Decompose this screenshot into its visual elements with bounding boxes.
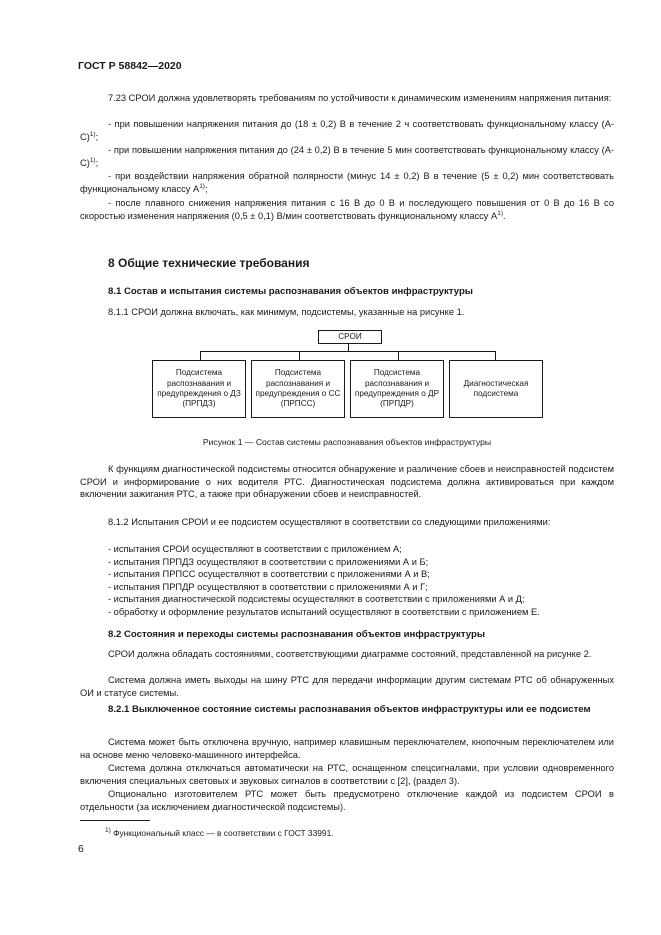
section-8-2-1-title: 8.2.1 Выключенное состояние системы распознавания объектов инфраструктуры или ее подсистем — [108, 704, 591, 715]
paragraph-7-23-item-1: - при повышении напряжения питания до (18 ± 0,2) В в течение 2 ч соответствовать функциональному классу $(А-С)^{1)}$; — [80, 119, 614, 142]
list-item: - испытания ПРПДЗ осуществляют в соответствии с приложениями А и Б; — [108, 556, 429, 567]
list-8-1-2 — [80, 543, 614, 619]
list-item: - испытания ПРПСС осуществляют в соответствии с приложениями А и В; — [108, 569, 430, 580]
diagram-box-diagnostic: Диагностическая подсистема — [449, 360, 543, 418]
diagram-connector — [200, 351, 201, 360]
footnote: $^{1)}$ Функциональный класс — в соответствии с ГОСТ 33991. — [105, 827, 334, 838]
diagram-connector — [299, 351, 300, 360]
figure-1-caption: Рисунок 1 — Состав системы распознавания объектов инфраструктуры — [202, 437, 492, 447]
diagram-connector — [348, 343, 349, 351]
list-item: - обработку и оформление результатов испытаний осуществляют в соответствии с приложением Е. — [108, 606, 540, 617]
section-8-title: 8 Общие технические требования — [108, 256, 310, 270]
paragraph-8-2-1-a: Система может быть отключена вручную, например клавишным переключателем, кнопочным переключателем или на основе меню человеко-машинного интерфейса. — [80, 737, 614, 760]
paragraph-8-1-2: 8.1.2 Испытания СРОИ и ее подсистем осуществляют в соответствии со следующими приложениями: — [108, 517, 551, 527]
section-8-1-title: 8.1 Состав и испытания системы распознавания объектов инфраструктуры — [108, 286, 473, 297]
paragraph-8-1-1: 8.1.1 СРОИ должна включать, как минимум, подсистемы, указанные на рисунке 1. — [108, 307, 465, 317]
paragraph-7-23-item-3: - при воздействии напряжения обратной полярности (минус 14 ± 0,2) В в течение (5 ± 0,2) мин соответствовать функциональному классу $А^{1)}$; — [80, 171, 614, 194]
paragraph-7-23: 7.23 СРОИ должна удовлетворять требованиям по устойчивости к динамическим изменениям напряжения питания: — [108, 93, 612, 103]
paragraph-8-2-2: Система должна иметь выходы на шину РТС для передачи информации другим системам РТС об обнаруженных ОИ и статусе системы. — [80, 675, 614, 698]
diagram-bus-line — [200, 351, 495, 352]
section-8-2-title: 8.2 Состояния и переходы системы распознавания объектов инфраструктуры — [108, 629, 486, 640]
list-item: - испытания ПРПДР осуществляют в соответствии с приложениями А и Г; — [108, 581, 428, 592]
diagram-connector — [398, 351, 399, 360]
paragraph-8-2-1: СРОИ должна обладать состояниями, соответствующими диаграмме состояний, представленной на рисунке 2. — [108, 649, 592, 659]
diagram-connector — [495, 351, 496, 360]
footnote-divider — [80, 820, 150, 821]
diagram-box-prpss: Подсистема распознавания и предупреждения о СС (ПРПСС) — [251, 360, 345, 418]
diagram-root-box: СРОИ — [318, 330, 382, 344]
standard-header: ГОСТ Р 58842—2020 — [78, 60, 182, 72]
list-item: - испытания СРОИ осуществляют в соответствии с приложением А; — [108, 544, 402, 554]
paragraph-8-2-1-c: Опционально изготовителем РТС может быть предусмотрено отключение каждой из подсистем СРОИ в отдельности (за исключением диагностической подсистемы). — [80, 789, 614, 812]
figure-1-diagram — [152, 330, 544, 420]
diagram-box-prpdz: Подсистема распознавания и предупреждения о ДЗ (ПРПДЗ) — [152, 360, 246, 418]
paragraph-7-23-item-2: - при повышении напряжения питания до (24 ± 0,2) В в течение 5 мин соответствовать функциональному классу $(А-С)^{1)}$; — [80, 145, 614, 168]
diagram-box-prpdr: Подсистема распознавания и предупреждения о ДР (ПРПДР) — [350, 360, 444, 418]
page-number: 6 — [78, 843, 84, 855]
paragraph-8-2-1-b: Система должна отключаться автоматически на РТС, оснащенном спецсигналами, при условии одновременного включения специальных световых и звуковых сигналов в соответствии с [2], (раздел 3). — [80, 763, 614, 786]
paragraph-7-23-item-4: - после плавного снижения напряжения питания с 16 В до 0 В и последующего повышения от 0 В до 16 В со скоростью изменения напряжения (0,5 ± 0,1) В/мин соответствовать функциональному классу $А^{1)}$. — [80, 198, 614, 221]
list-item: - испытания диагностической подсистемы осуществляют в соответствии с приложениями А и Д; — [108, 594, 525, 605]
paragraph-diagnostic: К функциям диагностической подсистемы относится обнаружение и различение сбоев и неисправностей подсистем СРОИ и информирование о них водителя РТС. Диагностическая подсистема должна активироваться при каждом включении зажигания РТС, а также при обнаружении сбоев и неисправностей. — [80, 464, 614, 500]
